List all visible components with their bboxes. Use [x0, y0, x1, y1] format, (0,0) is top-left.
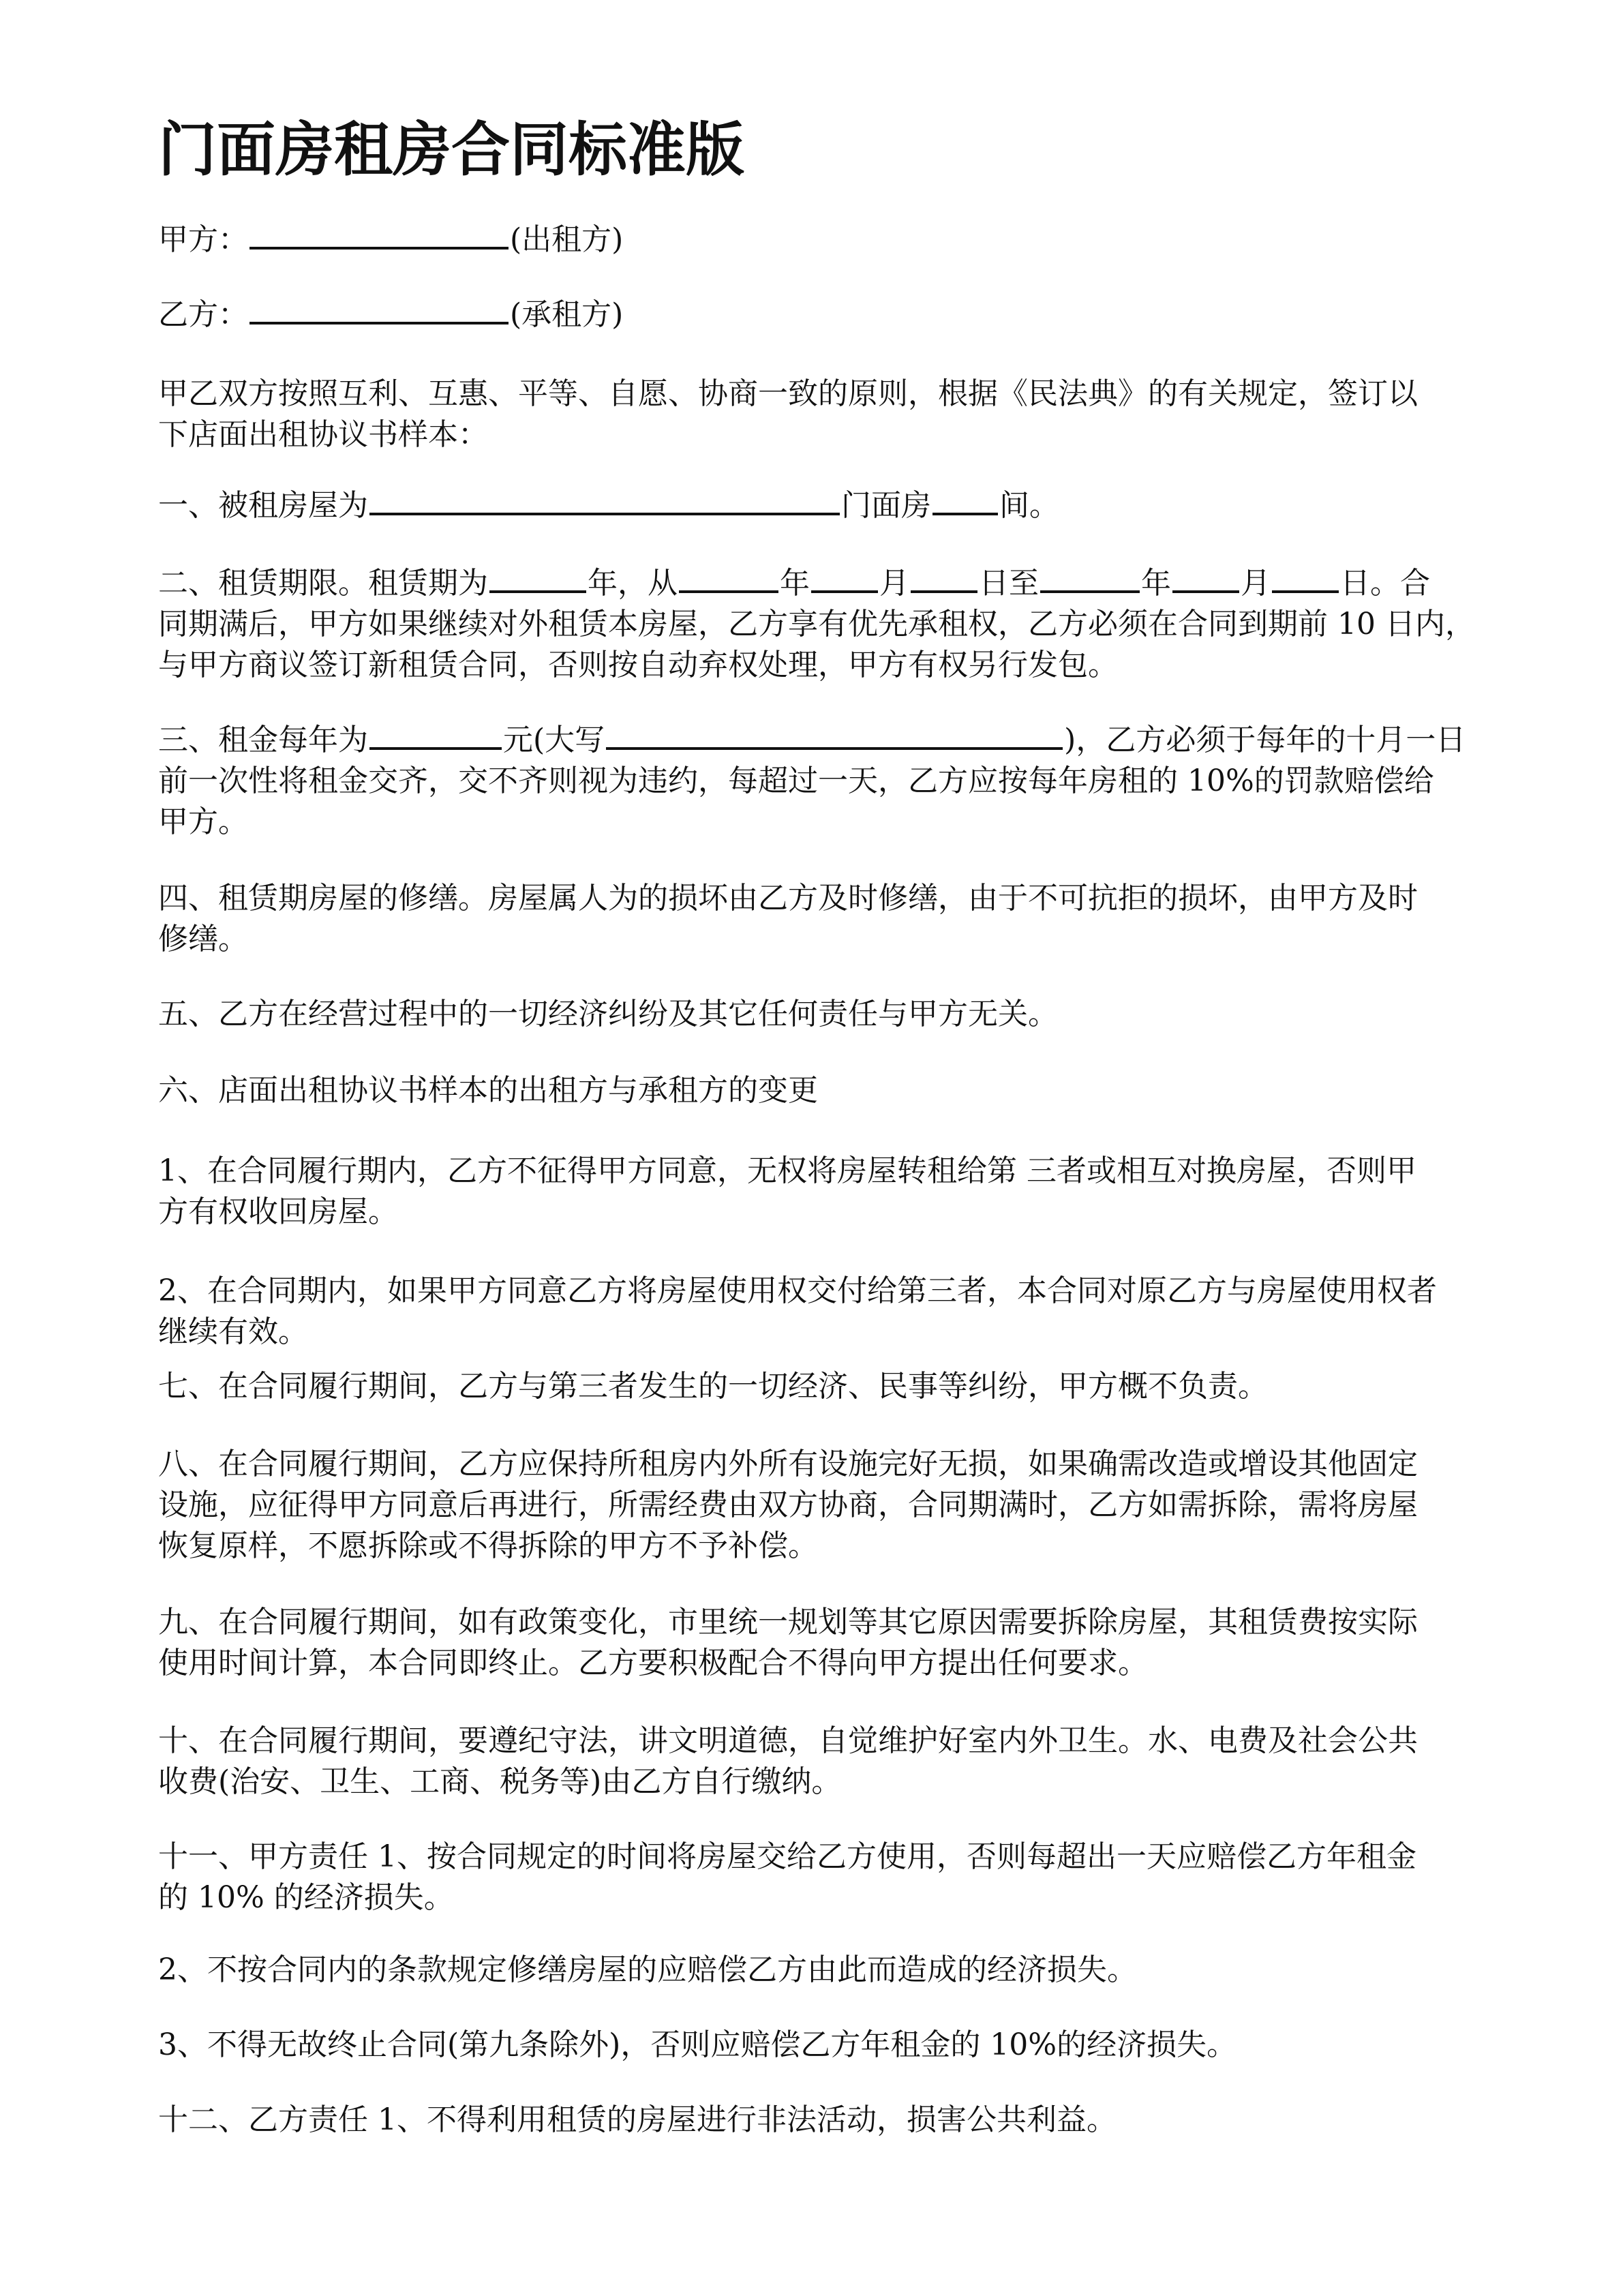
paragraph-line: [158, 1602, 1542, 1643]
paragraph-line: [158, 1192, 1542, 1233]
text-segment: 十二、乙方责任 1、不得利用租赁的房屋进行非法活动，损害公共利益。: [158, 2102, 1117, 2137]
paragraph-clause-9: [158, 1602, 1542, 1684]
paragraph-line: [158, 645, 1542, 686]
paragraph-line: [158, 878, 1542, 919]
text-segment: 1、在合同履行期内，乙方不征得甲方同意，无权将房屋转租给第 三者或相互对换房屋，否则甲: [158, 1153, 1416, 1188]
paragraph-line: [158, 294, 1542, 335]
text-segment: 月: [879, 566, 909, 601]
paragraph-line: [158, 761, 1542, 802]
paragraph-line: [158, 994, 1542, 1035]
text-segment: 九、在合同履行期间，如有政策变化，市里统一规划等其它原因需要拆除房屋，其租赁费按实际: [158, 1605, 1418, 1640]
paragraph-clause-12: [158, 2100, 1542, 2141]
paragraph-clause-10: [158, 1721, 1542, 1802]
fill-in-blank: [249, 294, 509, 324]
paragraph-line: [158, 1070, 1542, 1111]
paragraph-line: [158, 1151, 1542, 1192]
paragraph-line: [158, 720, 1542, 761]
paragraph-line: [158, 802, 1542, 843]
paragraph-line: [158, 1950, 1542, 1991]
paragraph-line: [158, 485, 1542, 526]
paragraph-clause-5: [158, 994, 1542, 1035]
text-segment: 七、在合同履行期间，乙方与第三者发生的一切经济、民事等纠纷，甲方概不负责。: [158, 1369, 1268, 1404]
paragraph-clause-4: [158, 878, 1542, 960]
paragraph-line: [158, 1837, 1542, 1877]
text-segment: 前一次性将租金交齐，交不齐则视为违约，每超过一天，乙方应按每年房租的 10%的罚款赔偿给: [158, 764, 1434, 798]
text-segment: 三、租金每年为: [158, 723, 368, 757]
paragraph-line: [158, 919, 1542, 960]
paragraph-line: [158, 1877, 1542, 1918]
paragraph-line: [158, 1762, 1542, 1802]
text-segment: 八、在合同履行期间，乙方应保持所租房内外所有设施完好无损，如果确需改造或增设其他固定: [158, 1447, 1418, 1481]
text-segment: 甲方。: [158, 804, 248, 839]
text-segment: 年: [780, 566, 810, 601]
paragraph-line: [158, 2100, 1542, 2141]
paragraph-clause-11-2: [158, 1950, 1542, 1991]
fill-in-blank: [489, 563, 586, 593]
text-segment: 修缮。: [158, 922, 248, 956]
paragraph-clause-6-2: [158, 1271, 1542, 1353]
text-segment: 四、租赁期房屋的修缮。房屋属人为的损坏由乙方及时修缮，由于不可抗拒的损坏，由甲方及时: [158, 881, 1418, 916]
paragraph-clause-11-3: [158, 2025, 1542, 2066]
paragraph-clause-11: [158, 1837, 1542, 1918]
fill-in-blank: [369, 720, 502, 750]
text-segment: (出租方): [510, 222, 624, 257]
text-segment: )，乙方必须于每年的十月一日: [1064, 723, 1466, 757]
paragraph-line: [158, 1643, 1542, 1684]
text-segment: 间。: [999, 488, 1059, 523]
paragraph-line: [158, 1271, 1542, 1312]
text-segment: (承租方): [510, 297, 624, 332]
fill-in-blank: [811, 563, 878, 593]
text-segment: 方有权收回房屋。: [158, 1194, 398, 1229]
paragraph-line: [158, 1312, 1542, 1353]
paragraph-line: [158, 604, 1542, 645]
text-segment: 月: [1241, 566, 1271, 601]
paragraph-line: [158, 1485, 1542, 1526]
text-segment: 二、租赁期限。租赁期为: [158, 566, 488, 601]
text-segment: 继续有效。: [158, 1314, 308, 1349]
text-segment: 2、不按合同内的条款规定修缮房屋的应赔偿乙方由此而造成的经济损失。: [158, 1952, 1137, 1987]
paragraph-party-a: [158, 220, 1542, 260]
paragraph-clause-6-1: [158, 1151, 1542, 1233]
paragraph-clause-7: [158, 1366, 1542, 1407]
text-segment: 乙方：: [158, 297, 248, 332]
paragraph-party-b: [158, 294, 1542, 335]
text-segment: 的 10% 的经济损失。: [158, 1880, 454, 1915]
paragraph-clause-8: [158, 1444, 1542, 1567]
fill-in-blank: [679, 563, 778, 593]
fill-in-blank: [369, 485, 840, 515]
text-segment: 日。合: [1340, 566, 1430, 601]
text-segment: 门面房: [841, 488, 931, 523]
paragraph-clause-2: [158, 563, 1542, 686]
text-segment: 一、被租房屋为: [158, 488, 368, 523]
text-segment: 3、不得无故终止合同(第九条除外)，否则应赔偿乙方年租金的 10%的经济损失。: [158, 2027, 1237, 2062]
text-segment: 设施，应征得甲方同意后再进行，所需经费由双方协商，合同期满时，乙方如需拆除，需将房屋: [158, 1487, 1418, 1522]
paragraph-line: [158, 414, 1542, 455]
paragraph-line: [158, 220, 1542, 260]
text-segment: 甲方：: [158, 222, 248, 257]
paragraph-line: [158, 1526, 1542, 1567]
text-segment: 与甲方商议签订新租赁合同，否则按自动弃权处理，甲方有权另行发包。: [158, 648, 1118, 682]
text-segment: 甲乙双方按照互利、互惠、平等、自愿、协商一致的原则，根据《民法典》的有关规定，签订以: [158, 376, 1418, 411]
paragraph-line: [158, 1444, 1542, 1485]
fill-in-blank: [606, 720, 1063, 750]
paragraph-clause-1: [158, 485, 1542, 526]
text-segment: 2、在合同期内，如果甲方同意乙方将房屋使用权交付给第三者，本合同对原乙方与房屋使用权者: [158, 1273, 1437, 1308]
paragraph-line: [158, 374, 1542, 414]
fill-in-blank: [911, 563, 977, 593]
text-segment: 年，从: [588, 566, 678, 601]
paragraph-line: [158, 2025, 1542, 2066]
fill-in-blank: [249, 220, 509, 250]
text-segment: 五、乙方在经营过程中的一切经济纠纷及其它任何责任与甲方无关。: [158, 997, 1058, 1031]
paragraph-line: [158, 1721, 1542, 1762]
text-segment: 元(大写: [503, 723, 605, 757]
fill-in-blank: [1172, 563, 1239, 593]
paragraph-line: [158, 563, 1542, 604]
paragraph-clause-3: [158, 720, 1542, 843]
paragraph-line: [158, 1366, 1542, 1407]
text-segment: 使用时间计算，本合同即终止。乙方要积极配合不得向甲方提出任何要求。: [158, 1646, 1148, 1680]
text-segment: 同期满后，甲方如果继续对外租赁本房屋，乙方享有优先承租权，乙方必须在合同到期前 10 日内，: [158, 607, 1475, 641]
paragraph-clause-6: [158, 1070, 1542, 1111]
text-segment: 年: [1141, 566, 1171, 601]
paragraph-preamble: [158, 374, 1542, 455]
fill-in-blank: [1272, 563, 1339, 593]
text-segment: 十一、甲方责任 1、按合同规定的时间将房屋交给乙方使用，否则每超出一天应赔偿乙方年租金: [158, 1839, 1416, 1874]
text-segment: 日至: [979, 566, 1039, 601]
document-title: 门面房租房合同标准版: [158, 116, 744, 184]
fill-in-blank: [1040, 563, 1140, 593]
fill-in-blank: [932, 485, 998, 515]
text-segment: 恢复原样，不愿拆除或不得拆除的甲方不予补偿。: [158, 1528, 818, 1563]
text-segment: 下店面出租协议书样本：: [158, 417, 488, 452]
text-segment: 收费(治安、卫生、工商、税务等)由乙方自行缴纳。: [158, 1764, 842, 1799]
text-segment: 十、在合同履行期间，要遵纪守法，讲文明道德，自觉维护好室内外卫生。水、电费及社会公共: [158, 1723, 1418, 1758]
text-segment: 六、店面出租协议书样本的出租方与承租方的变更: [158, 1073, 818, 1108]
